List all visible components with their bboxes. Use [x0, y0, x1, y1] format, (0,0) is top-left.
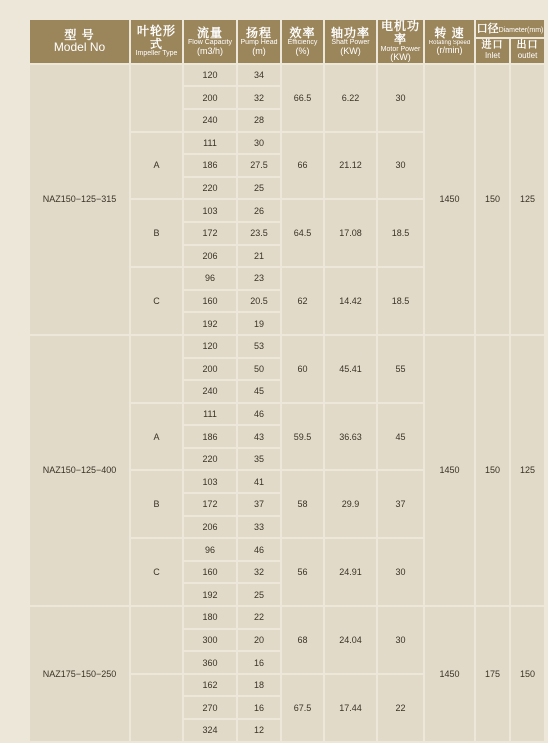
header-shaft-power: [325, 20, 376, 63]
head-cell: 37: [238, 494, 280, 515]
table-row: [30, 336, 544, 357]
efficiency-cell: 66: [282, 133, 323, 199]
impeller-type-cell: [131, 65, 182, 131]
flow-cell: 220: [184, 449, 236, 470]
motor-power-cell: 45: [378, 404, 423, 470]
efficiency-cell: 62: [282, 268, 323, 334]
impeller-type-cell: A: [131, 133, 182, 199]
header-motor-power-unit: (KW): [390, 52, 411, 62]
header-flow-unit: (m3/h): [196, 46, 223, 56]
motor-power-cell: 18.5: [378, 200, 423, 266]
speed-cell: 1450: [425, 607, 474, 741]
motor-power-cell: 30: [378, 133, 423, 199]
header-efficiency-unit: (%): [295, 46, 310, 56]
flow-cell: 120: [184, 65, 236, 86]
header-shaft-power-cn: 轴功率: [330, 25, 370, 40]
head-cell: 32: [238, 87, 280, 108]
header-head-cn: 扬程: [245, 25, 272, 40]
header-diameter-cn: 口径: [476, 23, 499, 35]
impeller-type-cell: [131, 675, 182, 741]
header-head-en: Pump Head: [240, 39, 278, 47]
shaft-power-cell: 17.08: [325, 200, 376, 266]
head-cell: 16: [238, 652, 280, 673]
flow-cell: 103: [184, 200, 236, 221]
head-cell: 19: [238, 313, 280, 334]
head-cell: 26: [238, 200, 280, 221]
header-efficiency-cn: 效率: [289, 25, 316, 40]
head-cell: 27.5: [238, 155, 280, 176]
header-model-cn: 型 号: [64, 27, 95, 42]
efficiency-cell: 60: [282, 336, 323, 402]
head-cell: 21: [238, 246, 280, 267]
shaft-power-cell: 21.12: [325, 133, 376, 199]
model-name-cell: NAZ175−150−250: [30, 607, 129, 741]
flow-cell: 270: [184, 697, 236, 718]
flow-cell: 300: [184, 630, 236, 651]
head-cell: 22: [238, 607, 280, 628]
header-shaft-power-unit: (KW): [340, 46, 361, 56]
motor-power-cell: 37: [378, 471, 423, 537]
header-impeller-en: Impeller Type: [135, 50, 178, 58]
efficiency-cell: 56: [282, 539, 323, 605]
head-cell: 45: [238, 381, 280, 402]
header-efficiency-en: Efficiency: [287, 39, 318, 47]
efficiency-cell: 66.5: [282, 65, 323, 131]
header-outlet-cn: 出口: [516, 40, 539, 52]
head-cell: 25: [238, 178, 280, 199]
motor-power-cell: 30: [378, 607, 423, 673]
header-speed-en: Rotating Speed: [428, 39, 471, 46]
efficiency-cell: 64.5: [282, 200, 323, 266]
impeller-type-cell: C: [131, 268, 182, 334]
header-shaft-power-en: Shaft Power: [331, 39, 370, 47]
pump-spec-table: [28, 18, 546, 743]
motor-power-cell: 30: [378, 65, 423, 131]
flow-cell: 240: [184, 381, 236, 402]
header-motor-power-en: Motor Power: [380, 45, 421, 53]
head-cell: 41: [238, 471, 280, 492]
flow-cell: 206: [184, 517, 236, 538]
header-outlet-en: outlet: [517, 51, 538, 60]
outlet-cell: 150: [511, 607, 544, 741]
header-impeller-cn: 叶轮形式: [136, 24, 176, 51]
motor-power-cell: 55: [378, 336, 423, 402]
model-name-cell: NAZ150−125−315: [30, 65, 129, 334]
head-cell: 50: [238, 359, 280, 380]
flow-cell: 324: [184, 720, 236, 741]
efficiency-cell: 58: [282, 471, 323, 537]
head-cell: 35: [238, 449, 280, 470]
header-head: [238, 20, 280, 63]
flow-cell: 186: [184, 155, 236, 176]
shaft-power-cell: 24.91: [325, 539, 376, 605]
table-header: [30, 20, 544, 63]
head-cell: 20.5: [238, 291, 280, 312]
header-impeller: [131, 20, 182, 63]
inlet-cell: 175: [476, 607, 509, 741]
flow-cell: 96: [184, 268, 236, 289]
efficiency-cell: 68: [282, 607, 323, 673]
inlet-cell: 150: [476, 336, 509, 605]
flow-cell: 220: [184, 178, 236, 199]
outlet-cell: 125: [511, 65, 544, 334]
header-speed-unit: (r/min): [436, 46, 463, 56]
flow-cell: 192: [184, 313, 236, 334]
header-inlet-cn: 进口: [481, 40, 504, 52]
efficiency-cell: 67.5: [282, 675, 323, 741]
head-cell: 23: [238, 268, 280, 289]
header-motor-power: [378, 20, 423, 63]
header-motor-power-cn: 电机功率: [380, 19, 420, 46]
pump-spec-table-container: [28, 18, 544, 743]
flow-cell: 103: [184, 471, 236, 492]
flow-cell: 200: [184, 87, 236, 108]
header-outlet: [511, 39, 544, 63]
flow-cell: 96: [184, 539, 236, 560]
head-cell: 12: [238, 720, 280, 741]
impeller-type-cell: C: [131, 539, 182, 605]
header-inlet: [476, 39, 509, 63]
header-diameter: [476, 20, 544, 37]
head-cell: 46: [238, 404, 280, 425]
head-cell: 33: [238, 517, 280, 538]
shaft-power-cell: 14.42: [325, 268, 376, 334]
flow-cell: 160: [184, 291, 236, 312]
speed-cell: 1450: [425, 65, 474, 334]
impeller-type-cell: B: [131, 200, 182, 266]
header-efficiency: [282, 20, 323, 63]
flow-cell: 172: [184, 223, 236, 244]
head-cell: 34: [238, 65, 280, 86]
head-cell: 28: [238, 110, 280, 131]
motor-power-cell: 18.5: [378, 268, 423, 334]
head-cell: 43: [238, 426, 280, 447]
flow-cell: 360: [184, 652, 236, 673]
header-speed: [425, 20, 474, 63]
flow-cell: 111: [184, 404, 236, 425]
head-cell: 53: [238, 336, 280, 357]
flow-cell: 160: [184, 562, 236, 583]
flow-cell: 111: [184, 133, 236, 154]
motor-power-cell: 22: [378, 675, 423, 741]
head-cell: 20: [238, 630, 280, 651]
impeller-type-cell: [131, 607, 182, 673]
head-cell: 18: [238, 675, 280, 696]
flow-cell: 162: [184, 675, 236, 696]
flow-cell: 120: [184, 336, 236, 357]
header-model-en: Model No: [53, 40, 106, 55]
header-diameter-en: Diameter(mm): [498, 27, 544, 34]
shaft-power-cell: 36.63: [325, 404, 376, 470]
shaft-power-cell: 6.22: [325, 65, 376, 131]
head-cell: 32: [238, 562, 280, 583]
header-speed-cn: 转 速: [434, 26, 465, 41]
shaft-power-cell: 29.9: [325, 471, 376, 537]
flow-cell: 240: [184, 110, 236, 131]
efficiency-cell: 59.5: [282, 404, 323, 470]
impeller-type-cell: [131, 336, 182, 402]
impeller-type-cell: A: [131, 404, 182, 470]
flow-cell: 180: [184, 607, 236, 628]
header-head-unit: (m): [252, 46, 266, 56]
table-body: [30, 65, 544, 741]
table-row: [30, 607, 544, 628]
header-flow-en: Flow Capacity: [188, 39, 232, 47]
head-cell: 23.5: [238, 223, 280, 244]
outlet-cell: 125: [511, 336, 544, 605]
head-cell: 16: [238, 697, 280, 718]
head-cell: 30: [238, 133, 280, 154]
speed-cell: 1450: [425, 336, 474, 605]
flow-cell: 186: [184, 426, 236, 447]
motor-power-cell: 30: [378, 539, 423, 605]
table-row: [30, 65, 544, 86]
flow-cell: 172: [184, 494, 236, 515]
head-cell: 46: [238, 539, 280, 560]
shaft-power-cell: 17.44: [325, 675, 376, 741]
flow-cell: 206: [184, 246, 236, 267]
inlet-cell: 150: [476, 65, 509, 334]
header-inlet-en: Inlet: [484, 51, 501, 60]
header-flow: [184, 20, 236, 63]
impeller-type-cell: B: [131, 471, 182, 537]
shaft-power-cell: 45.41: [325, 336, 376, 402]
flow-cell: 200: [184, 359, 236, 380]
flow-cell: 192: [184, 584, 236, 605]
head-cell: 25: [238, 584, 280, 605]
shaft-power-cell: 24.04: [325, 607, 376, 673]
header-flow-cn: 流量: [196, 25, 223, 40]
header-model: [30, 20, 129, 63]
model-name-cell: NAZ150−125−400: [30, 336, 129, 605]
